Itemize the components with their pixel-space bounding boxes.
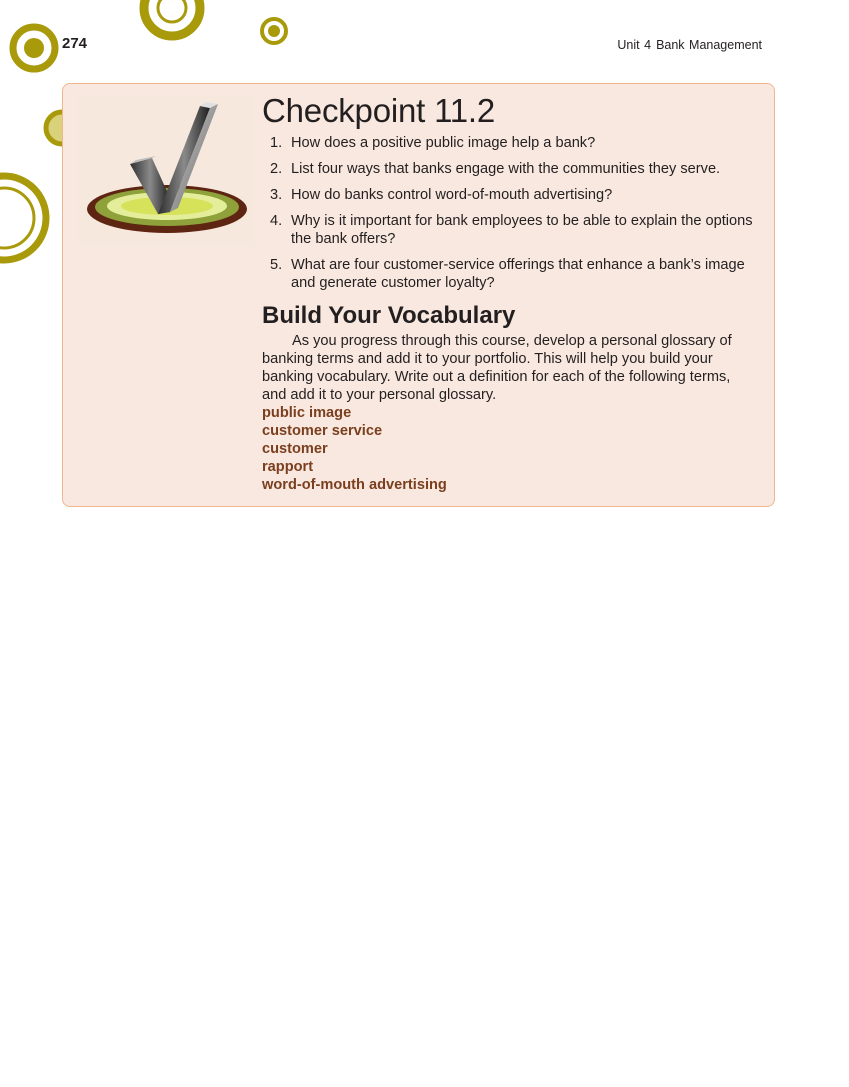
question-text: How do banks control word-of-mouth advertising? [291, 187, 613, 203]
question-number: 2. [270, 161, 283, 177]
checkpoint-content [262, 92, 762, 494]
question-number: 1. [270, 135, 283, 151]
unit-title: Bank Management [656, 38, 762, 52]
question-text: Why is it important for bank employees to be able to explain the options the bank offers? [291, 213, 753, 247]
question-text: What are four customer-service offerings that enhance a bank’s image and generate customer loyalty? [291, 257, 745, 291]
unit-label: Unit 4 [617, 38, 652, 52]
question-text: List four ways that banks engage with the communities they serve. [291, 161, 721, 177]
question-list [262, 134, 762, 292]
circle-top-left-target [13, 27, 55, 69]
question-item [262, 256, 762, 292]
circle-top-ring [144, 0, 200, 36]
question-item [262, 186, 762, 204]
page-number: 274 [62, 35, 88, 52]
circle-left-large-ring [0, 176, 46, 260]
vocabulary-term: rapport [262, 459, 314, 475]
vocabulary-term: public image [262, 405, 352, 421]
checkpoint-title: Checkpoint 11.2 [262, 92, 496, 129]
vocabulary-term: customer [262, 441, 328, 457]
question-item [262, 134, 762, 152]
question-number: 4. [270, 213, 283, 229]
question-number: 3. [270, 187, 283, 203]
question-item [262, 160, 762, 178]
vocabulary-term: word-of-mouth advertising [262, 477, 447, 493]
vocabulary-intro: As you progress through this course, develop a personal glossary of banking terms and add it to your portfolio. This will help you build your banking vocabulary. Write out a definition for each of the following terms, and add it to your personal glossary. [262, 333, 732, 403]
question-item [262, 212, 762, 248]
checkmark-icon [78, 96, 254, 246]
question-text: How does a positive public image help a bank? [291, 135, 596, 151]
vocabulary-term: customer service [262, 423, 383, 439]
circle-small-target [262, 19, 286, 43]
vocabulary-term-list [262, 404, 762, 494]
vocabulary-heading: Build Your Vocabulary [262, 302, 516, 329]
question-number: 5. [270, 257, 283, 273]
running-head [560, 38, 762, 52]
